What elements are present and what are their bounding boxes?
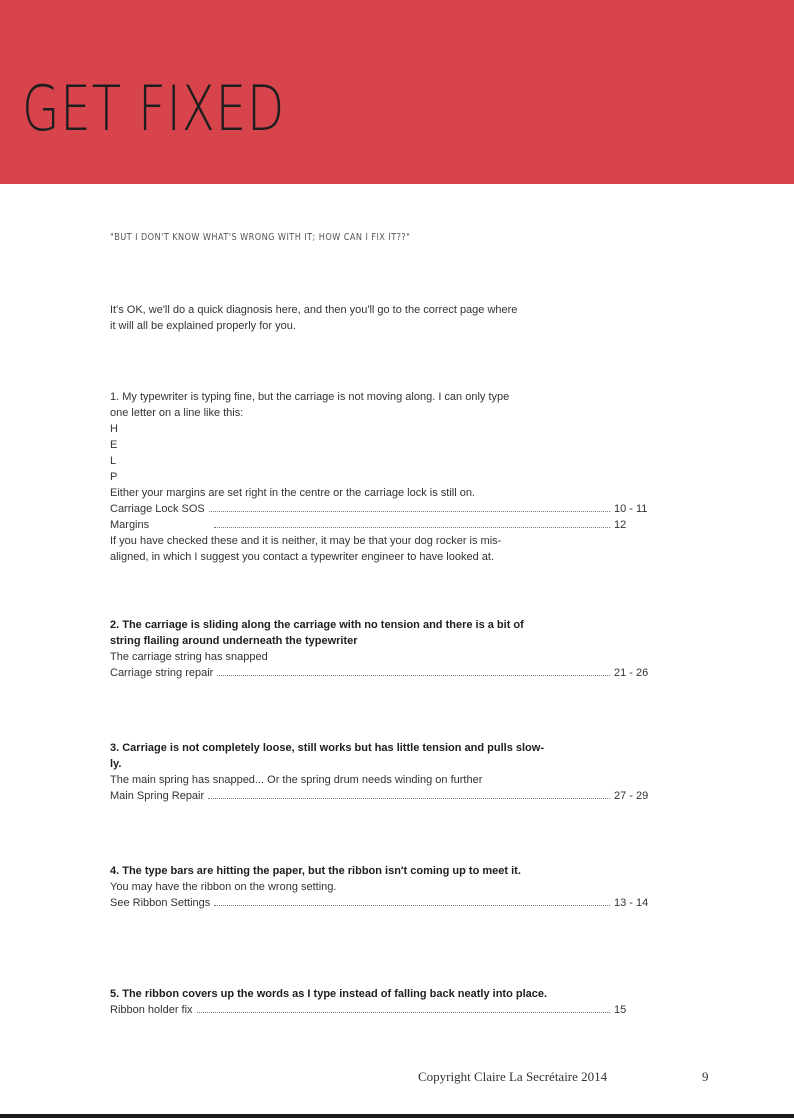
toc-label: See Ribbon Settings (110, 897, 211, 909)
section-1-note: If you have checked these and it is neither, it may be that your dog rocker is mis- (110, 535, 502, 547)
section-4-diagnosis: You may have the ribbon on the wrong setting. (110, 881, 337, 893)
toc-entry-ribbon-holder[interactable] (110, 1002, 656, 1018)
toc-entry-ribbon-settings[interactable] (110, 895, 656, 911)
section-2 (110, 617, 656, 681)
page-number: 9 (702, 1069, 709, 1084)
section-1-heading: 1. My typewriter is typing fine, but the carriage is not moving along. I can only type (110, 391, 510, 403)
toc-pages: 13 - 14 (614, 897, 649, 909)
section-1 (110, 389, 656, 565)
section-1-diagnosis: Either your margins are set right in the centre or the carriage lock is still on. (110, 487, 475, 499)
section-1-note: aligned, in which I suggest you contact a typewriter engineer to have looked at. (110, 551, 495, 563)
toc-pages: 10 - 11 (614, 503, 648, 515)
example-letter: P (110, 471, 118, 483)
intro-line: it will all be explained properly for you. (110, 320, 296, 332)
toc-leader (214, 527, 610, 528)
section-2-heading: string flailing around underneath the typewriter (110, 635, 358, 647)
section-5-heading: 5. The ribbon covers up the words as I type instead of falling back neatly into place. (110, 988, 548, 1000)
toc-leader (217, 675, 610, 676)
toc-leader (209, 511, 610, 512)
footer-copyright: Copyright Claire La Secrétaire 2014 (418, 1069, 608, 1084)
section-3 (110, 740, 656, 804)
example-letter: E (110, 439, 118, 451)
example-letter: H (110, 423, 118, 435)
section-2-diagnosis: The carriage string has snapped (110, 651, 268, 663)
toc-leader (214, 905, 610, 906)
example-letter: L (110, 455, 117, 467)
toc-pages: 15 (614, 1004, 627, 1016)
bottom-rule (0, 1114, 794, 1118)
intro-line: It's OK, we'll do a quick diagnosis here, and then you'll go to the correct page where (110, 304, 518, 316)
section-3-diagnosis: The main spring has snapped... Or the spring drum needs winding on further (110, 774, 483, 786)
intro-paragraph (110, 302, 656, 334)
toc-pages: 27 - 29 (614, 790, 649, 802)
toc-label: Carriage string repair (110, 667, 214, 679)
toc-pages: 12 (614, 519, 627, 531)
section-3-heading: ly. (110, 758, 122, 770)
toc-label: Main Spring Repair (110, 790, 205, 802)
toc-leader (208, 798, 610, 799)
section-1-heading: one letter on a line like this: (110, 407, 244, 419)
toc-label: Ribbon holder fix (110, 1004, 193, 1016)
toc-leader (197, 1012, 610, 1013)
quote-heading: "BUT I DON'T KNOW WHAT'S WRONG WITH IT; HOW CAN I FIX IT??" (110, 232, 411, 243)
toc-label: Carriage Lock SOS (110, 503, 205, 515)
toc-pages: 21 - 26 (614, 667, 649, 679)
section-4 (110, 863, 656, 911)
toc-entry-carriage-lock[interactable] (110, 501, 656, 517)
toc-entry-margins[interactable] (110, 517, 656, 533)
section-4-heading: 4. The type bars are hitting the paper, but the ribbon isn't coming up to meet it. (110, 865, 521, 877)
toc-entry-carriage-string[interactable] (110, 665, 656, 681)
section-3-heading: 3. Carriage is not completely loose, still works but has little tension and pulls slow- (110, 742, 544, 754)
section-2-heading: 2. The carriage is sliding along the carriage with no tension and there is a bit of (110, 619, 524, 631)
toc-entry-main-spring[interactable] (110, 788, 656, 804)
section-5 (110, 986, 656, 1018)
toc-label: Margins (110, 519, 150, 531)
page-title: GET FIXED (22, 72, 285, 145)
